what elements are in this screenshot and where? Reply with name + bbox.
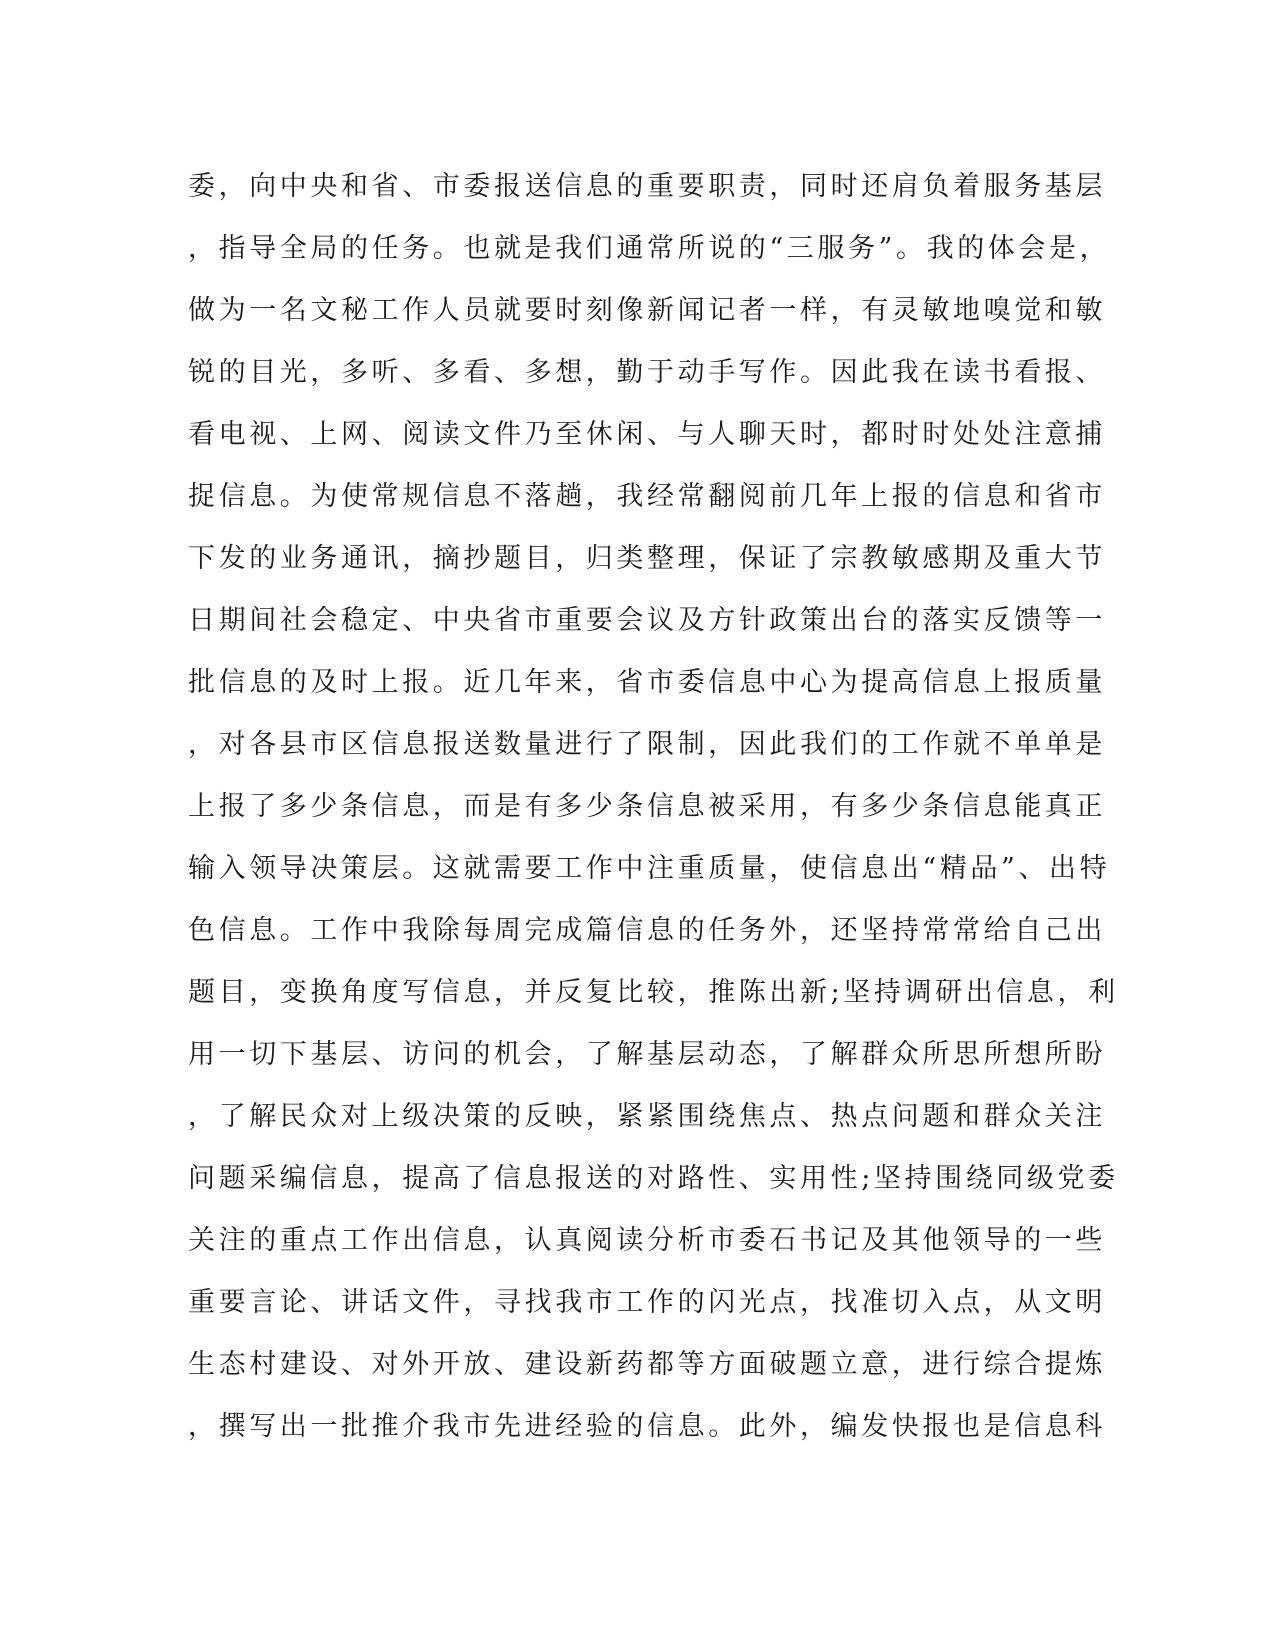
text-line: 问题采编信息，提高了信息报送的对路性、实用性;坚持围绕同级党委 <box>188 1163 1119 1194</box>
text-line: 关注的重点工作出信息，认真阅读分析市委石书记及其他领导的一些 <box>188 1225 1106 1256</box>
text-line: 批信息的及时上报。近几年来，省市委信息中心为提高信息上报质量 <box>188 667 1106 698</box>
text-line: 做为一名文秘工作人员就要时刻像新闻记者一样，有灵敏地嗅觉和敏 <box>188 295 1106 326</box>
text-line: ，对各县市区信息报送数量进行了限制，因此我们的工作就不单单是 <box>188 729 1106 760</box>
text-line: 题目，变换角度写信息，并反复比较，推陈出新;坚持调研出信息，利 <box>188 977 1119 1008</box>
text-line: 看电视、上网、阅读文件乃至休闲、与人聊天时，都时时处处注意捕 <box>188 419 1106 450</box>
text-line: 委，向中央和省、市委报送信息的重要职责，同时还肩负着服务基层 <box>188 171 1106 202</box>
text-line: 用一切下基层、访问的机会，了解基层动态，了解群众所思所想所盼 <box>188 1039 1106 1070</box>
text-line: 下发的业务通讯，摘抄题目，归类整理，保证了宗教敏感期及重大节 <box>188 543 1106 574</box>
text-line: 上报了多少条信息，而是有多少条信息被采用，有多少条信息能真正 <box>188 791 1106 822</box>
text-line: ，撰写出一批推介我市先进经验的信息。此外，编发快报也是信息科 <box>188 1411 1106 1442</box>
text-line: 重要言论、讲话文件，寻找我市工作的闪光点，找准切入点，从文明 <box>188 1287 1106 1318</box>
text-line: 色信息。工作中我除每周完成篇信息的任务外，还坚持常常给自己出 <box>188 915 1106 946</box>
text-line: 生态村建设、对外开放、建设新药都等方面破题立意，进行综合提炼 <box>188 1349 1106 1380</box>
text-line: ，指导全局的任务。也就是我们通常所说的“三服务”。我的体会是， <box>188 233 1111 264</box>
text-line: 日期间社会稳定、中央省市重要会议及方针政策出台的落实反馈等一 <box>188 605 1106 636</box>
text-line: 锐的目光，多听、多看、多想，勤于动手写作。因此我在读书看报、 <box>188 357 1106 388</box>
text-line: ，了解民众对上级决策的反映，紧紧围绕焦点、热点问题和群众关注 <box>188 1101 1106 1132</box>
text-line: 捉信息。为使常规信息不落趟，我经常翻阅前几年上报的信息和省市 <box>188 481 1106 512</box>
body-text <box>188 156 1119 1458</box>
text-line: 输入领导决策层。这就需要工作中注重质量，使信息出“精品”、出特 <box>188 853 1111 884</box>
